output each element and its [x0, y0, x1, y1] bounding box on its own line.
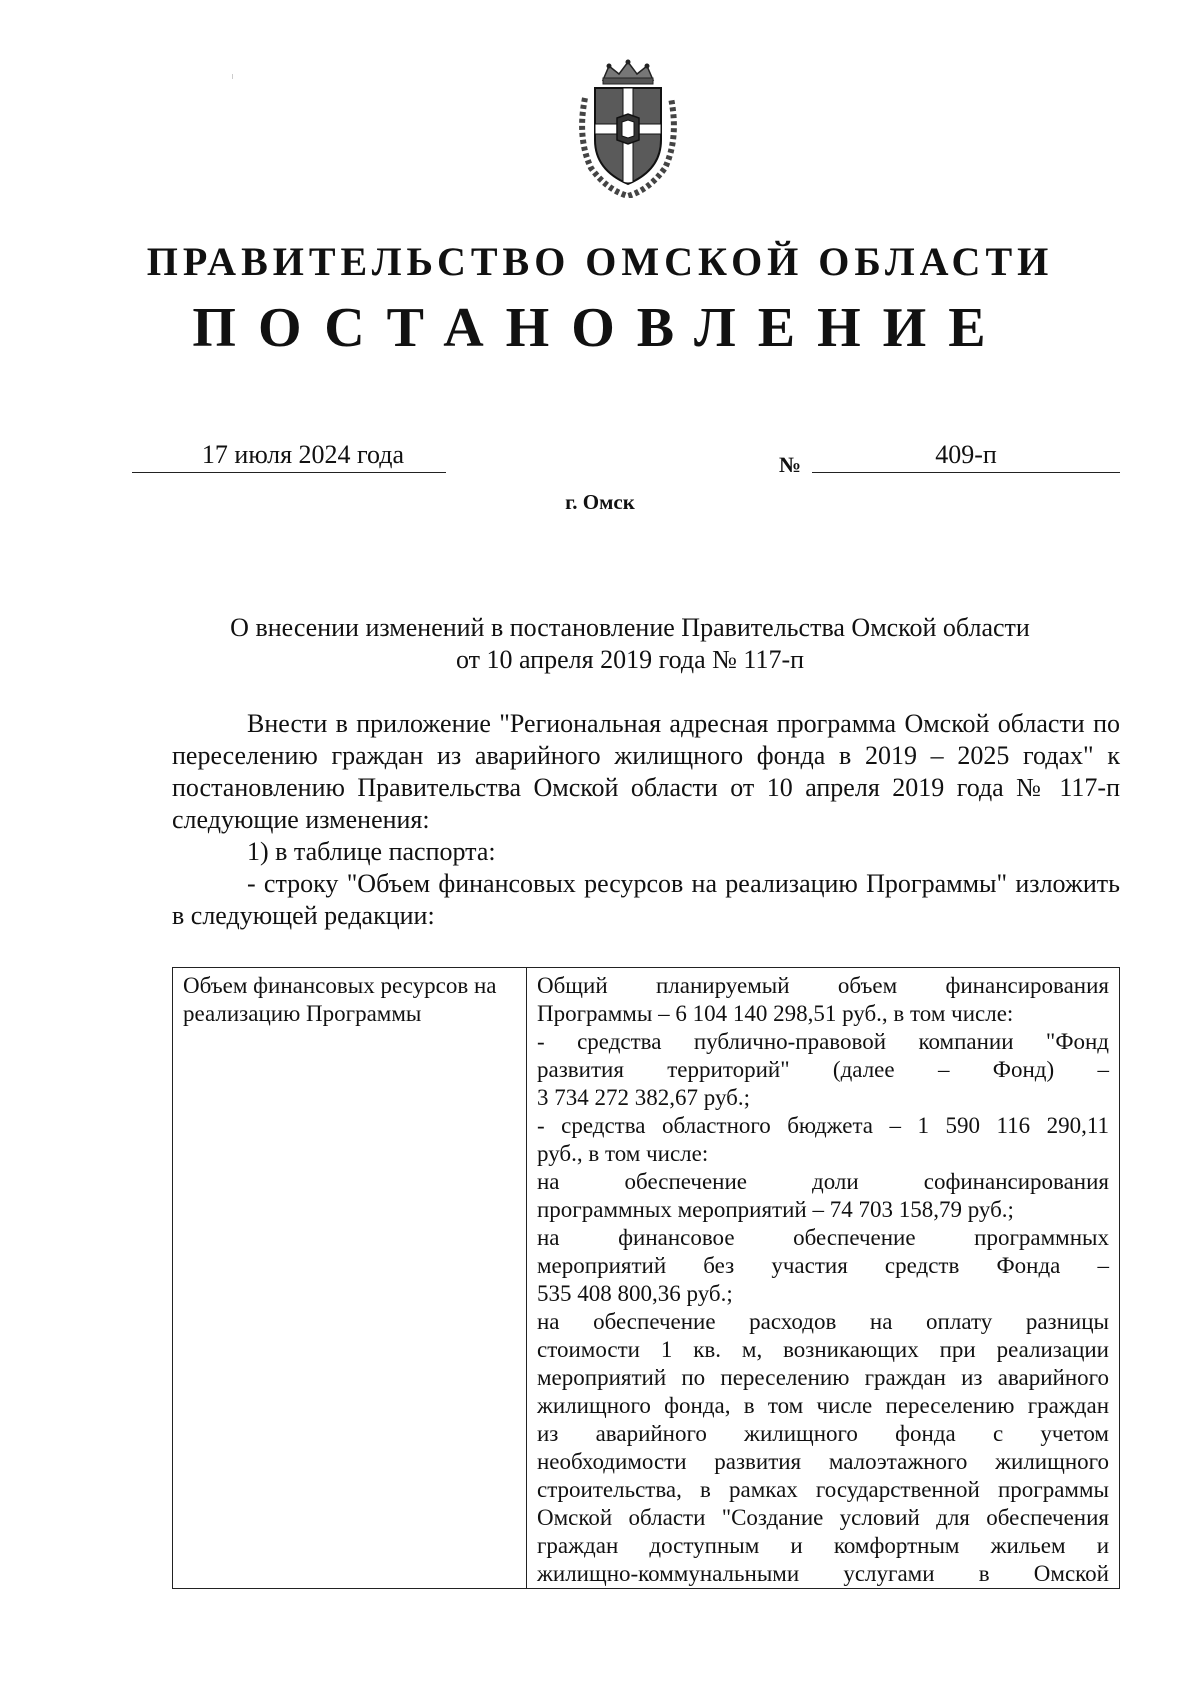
coat-of-arms-icon: [573, 58, 683, 198]
value-line: мероприятий по переселению граждан из аварийного: [537, 1365, 1109, 1390]
table-cell-label: [173, 968, 527, 1589]
scan-speck: [232, 74, 233, 79]
label-lines: [183, 972, 516, 1028]
value-line: 3 734 272 382,67 руб.;: [537, 1085, 750, 1110]
value-line: на обеспечение доли софинансирования: [537, 1169, 1109, 1194]
value-line: Программы – 6 104 140 298,51 руб., в том числе:: [537, 1001, 1014, 1026]
subject-line-1: О внесении изменений в постановление Правительства Омской области: [230, 613, 1030, 642]
value-line: - средства публично-правовой компании "Фонд: [537, 1029, 1109, 1054]
document-subject: [170, 612, 1090, 676]
value-line: руб., в том числе:: [537, 1141, 709, 1166]
value-line: необходимости развития малоэтажного жилищного: [537, 1449, 1109, 1474]
value-line: 535 408 800,36 руб.;: [537, 1281, 733, 1306]
body-paragraph-1: Внести в приложение "Региональная адресная программа Омской области по переселению граждан из аварийного жилищного фонда в 2019 – 2025 годах" к постановлению Правительства Омской области от 10 апреля 2019 года № 117-п следующие изменения:: [172, 709, 1120, 834]
date-underline: [132, 472, 446, 473]
label-line: реализацию Программы: [183, 1001, 422, 1026]
value-line: программных мероприятий – 74 703 158,79 руб.;: [537, 1197, 1014, 1222]
value-line: на финансовое обеспечение программных: [537, 1225, 1109, 1250]
city: г. Омск: [565, 490, 635, 514]
value-line: - средства областного бюджета – 1 590 116 290,11: [537, 1113, 1109, 1138]
number-underline: [812, 472, 1120, 473]
value-line: строительства, в рамках государственной программы: [537, 1477, 1109, 1502]
body-paragraph-3: - строку "Объем финансовых ресурсов на реализацию Программы" изложить в следующей редакции:: [172, 869, 1120, 930]
body-paragraph-2: 1) в таблице паспорта:: [247, 837, 496, 866]
table-cell-value: [527, 968, 1120, 1589]
government-title: ПРАВИТЕЛЬСТВО ОМСКОЙ ОБЛАСТИ: [146, 239, 1054, 284]
value-line: на обеспечение расходов на оплату разницы: [537, 1309, 1109, 1334]
document-body: [172, 708, 1120, 932]
value-line: Омской области "Создание условий для обеспечения: [537, 1505, 1109, 1530]
label-line: Объем финансовых ресурсов на: [183, 973, 497, 998]
value-line: жилищного фонда, в том числе переселению граждан: [537, 1393, 1109, 1418]
value-lines: [537, 972, 1109, 1588]
value-line: мероприятий без участия средств Фонда –: [537, 1253, 1109, 1278]
value-line: развития территорий" (далее – Фонд) –: [537, 1057, 1109, 1082]
document-date: 17 июля 2024 года: [201, 440, 405, 469]
value-line: из аварийного жилищного фонда с учетом: [537, 1421, 1109, 1446]
document-type: ПОСТАНОВЛЕНИЕ: [192, 297, 1008, 359]
date-field: [132, 440, 446, 473]
value-line: граждан доступным и комфортным жильем и: [537, 1533, 1109, 1558]
value-line: Общий планируемый объем финансирования: [537, 973, 1109, 998]
document-number: 409-п: [935, 440, 997, 469]
table-row: [173, 968, 1120, 1589]
number-field: [812, 440, 1120, 473]
number-sign: №: [779, 452, 802, 477]
value-line: стоимости 1 кв. м, возникающих при реализации: [537, 1337, 1109, 1362]
value-line: жилищно-коммунальными услугами в Омской: [537, 1561, 1109, 1586]
passport-table: [172, 967, 1120, 1589]
subject-line-2: от 10 апреля 2019 года № 117-п: [455, 645, 805, 674]
